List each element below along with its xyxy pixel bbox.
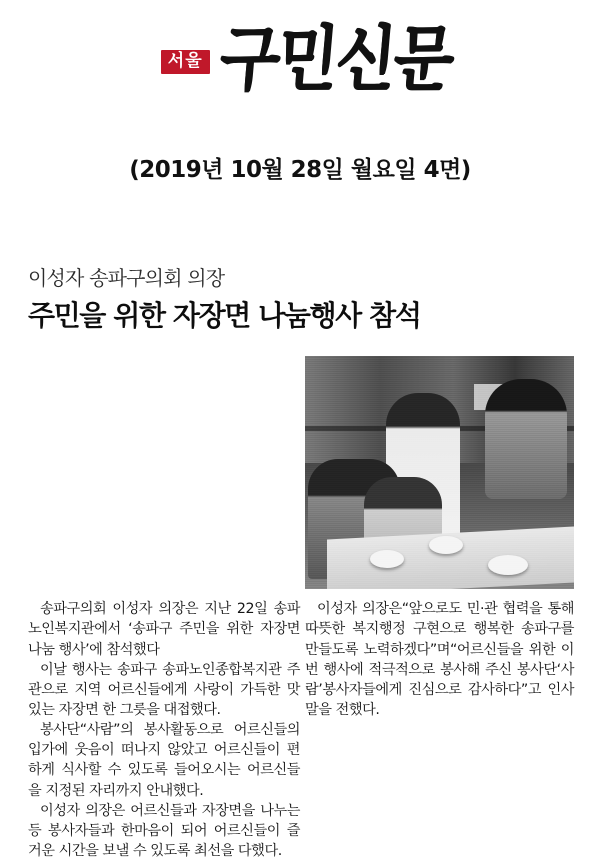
masthead — [0, 0, 600, 118]
article-paragraph: 송파구의회 이성자 의장은 지난 22일 송파노인복지관에서 ‘송파구 주민을 위한 자장면 나눔 행사’에 참석했다 — [28, 601, 300, 658]
article-body — [28, 354, 574, 860]
issue-date-line: (2019년 10월 28일 월요일 4면) — [129, 157, 471, 183]
article-paragraph: 이날 행사는 송파구 송파노인종합복지관 주관으로 지역 어르신들에게 사랑이 가득한 맛있는 자장면 한 그릇을 대접했다. — [28, 661, 300, 718]
photo-grain-overlay — [305, 356, 574, 589]
article-right-column — [305, 599, 574, 720]
headline-block — [28, 262, 578, 332]
article-paragraph: 이성자 의장은 어르신들과 자장면을 나누는 등 봉사자들과 한마음이 되어 어르신들이 즐거운 시간을 보낼 수 있도록 최선을 다했다. — [28, 802, 300, 860]
article-paragraph: 봉사단“사람”의 봉사활동으로 어르신들의 입가에 웃음이 떠나지 않았고 어르신들이 편하게 식사할 수 있도록 들어오시는 어르신들을 지정된 자리까지 안내했다. — [28, 722, 300, 799]
article-photo — [305, 356, 574, 589]
article-kicker: 이성자 송파구의회 의장 — [28, 266, 225, 290]
seoul-badge: 서울 — [161, 50, 210, 74]
masthead-inner — [161, 16, 455, 101]
article-headline: 주민을 위한 자장면 나눔행사 참석 — [28, 299, 421, 332]
article-paragraph: 이성자 의장은“앞으로도 민·관 협력을 통해 따뜻한 복지행정 구현으로 행복한 송파구를 만들도록 노력하겠다”며“어르신들을 위한 이번 행사에 적극적으로 봉사해 주신 봉사단‘사람’봉사자들에게 진심으로 감사하다”고 인사말을 전했다. — [305, 601, 574, 718]
article-left-column — [28, 599, 300, 861]
newspaper-logo: 구민신문 — [216, 16, 455, 101]
